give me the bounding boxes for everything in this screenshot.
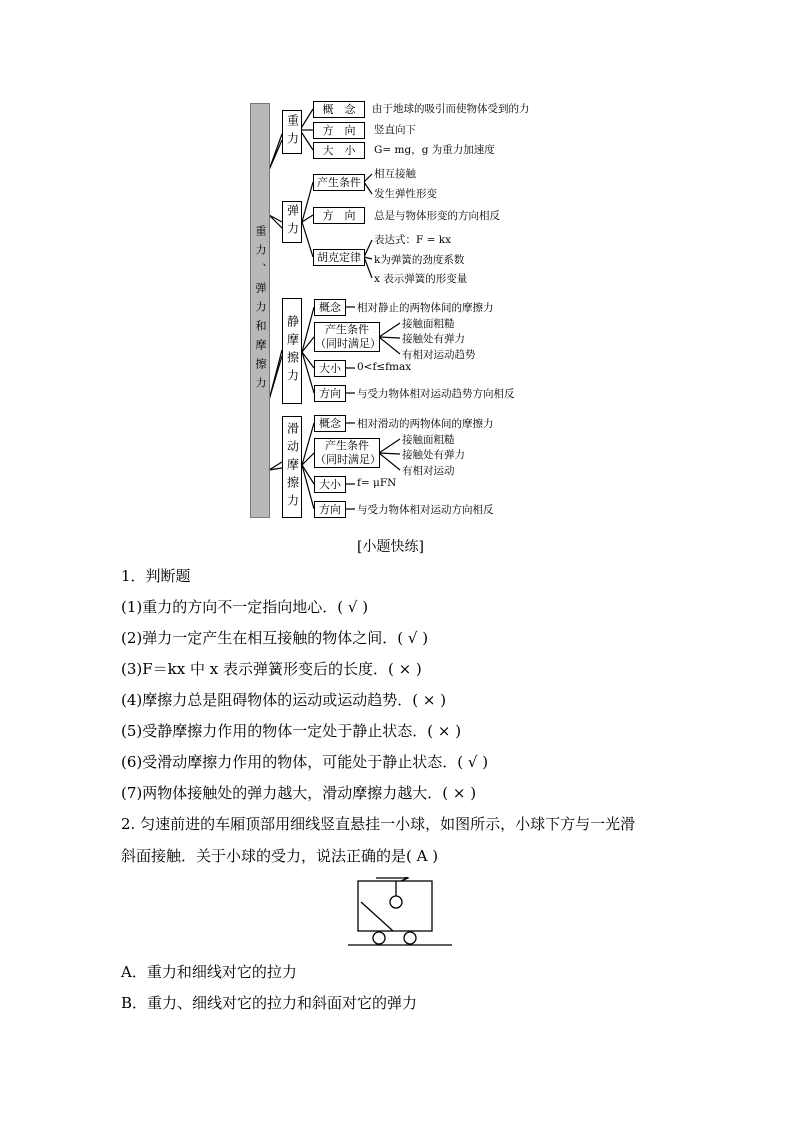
- q1-item-5: (5)受静摩擦力作用的物体一定处于静止状态．( × ): [121, 722, 462, 740]
- section-title: [小题快练]: [357, 539, 424, 555]
- elastic-direction-key: 方 向: [313, 207, 365, 224]
- sliding-condition-key: 产生条件（同时满足）: [315, 439, 381, 466]
- static-direction-value: 与受力物体相对运动趋势方向相反: [357, 388, 515, 400]
- hooke-law-formula: 表达式：F = kx: [374, 234, 452, 246]
- q1-item-4: (4)摩擦力总是阻碍物体的运动或运动趋势．( × ): [121, 691, 447, 709]
- wheel-right: [404, 932, 416, 944]
- q2-stem-line1: 2. 匀速前进的车厢顶部用细线竖直悬挂一小球，如图所示，小球下方与一光滑: [121, 815, 636, 833]
- elastic-node: 弹力: [282, 201, 302, 243]
- car-body: [358, 881, 432, 931]
- q2-option-b: B．重力、细线对它的拉力和斜面对它的弹力: [121, 994, 418, 1012]
- sliding-condition-2: 接触处有弹力: [402, 449, 465, 461]
- gravity-concept-key: 概 念: [313, 101, 365, 118]
- static-magnitude-value: 0<f≤fmax: [357, 361, 412, 373]
- static-magnitude-key: 大小: [314, 360, 346, 377]
- static-concept-key: 概念: [314, 299, 346, 316]
- elastic-condition-2: 发生弹性形变: [374, 188, 437, 200]
- incline: [361, 902, 393, 931]
- gravity-direction-key: 方 向: [313, 122, 365, 139]
- sliding-direction-value: 与受力物体相对运动方向相反: [357, 504, 494, 516]
- sliding-condition-3: 有相对运动: [402, 465, 455, 477]
- sidebar-topic: [250, 103, 270, 518]
- hooke-law-key: 胡克定律: [313, 249, 365, 266]
- sliding-concept-key: 概念: [314, 415, 346, 432]
- hooke-law-k: k为弹簧的劲度系数: [374, 254, 465, 266]
- elastic-direction-value: 总是与物体形变的方向相反: [374, 210, 500, 222]
- static-condition-key: 产生条件（同时满足）: [315, 323, 381, 350]
- sliding-direction-key: 方向: [314, 501, 346, 518]
- static-condition-2: 接触处有弹力: [402, 333, 465, 345]
- q1-title: 1．判断题: [121, 567, 191, 585]
- wheel-left: [373, 932, 385, 944]
- q2-option-a: A．重力和细线对它的拉力: [121, 963, 297, 981]
- sliding-concept-value: 相对滑动的两物体间的摩擦力: [357, 418, 494, 430]
- hooke-law-x: x 表示弹簧的形变量: [374, 273, 468, 285]
- elastic-condition-key: 产生条件: [313, 174, 365, 191]
- q2-stem-line2: 斜面接触．关于小球的受力，说法正确的是( A ): [121, 847, 439, 865]
- gravity-node: 重力: [282, 110, 302, 154]
- sliding-friction-node: 滑动摩擦力: [282, 416, 302, 518]
- elastic-condition-1: 相互接触: [374, 168, 416, 180]
- static-condition-1: 接触面粗糙: [402, 318, 455, 330]
- gravity-magnitude-value: G= mg，g 为重力加速度: [374, 144, 495, 156]
- ball: [390, 896, 402, 908]
- q2-figure-train-car: [346, 877, 456, 947]
- concept-map: [0, 0, 794, 530]
- sliding-magnitude-key: 大小: [314, 476, 346, 493]
- sliding-magnitude-value: f= μFN: [357, 477, 397, 489]
- gravity-concept-value: 由于地球的吸引而使物体受到的力: [372, 103, 530, 115]
- gravity-magnitude-key: 大 小: [313, 142, 365, 159]
- static-friction-node: 静摩擦力: [282, 298, 302, 404]
- gravity-direction-value: 竖直向下: [374, 124, 416, 136]
- q1-item-7: (7)两物体接触处的弹力越大，滑动摩擦力越大．( × ): [121, 784, 477, 802]
- q1-item-1: (1)重力的方向不一定指向地心．( √ ): [121, 598, 369, 616]
- sliding-condition-1: 接触面粗糙: [402, 434, 455, 446]
- q1-item-2: (2)弹力一定产生在相互接触的物体之间．( √ ): [121, 629, 429, 647]
- static-concept-value: 相对静止的两物体间的摩擦力: [357, 302, 494, 314]
- static-condition-3: 有相对运动趋势: [402, 349, 476, 361]
- q1-item-6: (6)受滑动摩擦力作用的物体，可能处于静止状态．( √ ): [121, 753, 489, 771]
- static-direction-key: 方向: [314, 385, 346, 402]
- sidebar-topic-text: 重力、弹力和摩擦力: [254, 225, 267, 396]
- q1-item-3: (3)F＝kx 中 x 表示弹簧形变后的长度．( × ): [121, 660, 422, 678]
